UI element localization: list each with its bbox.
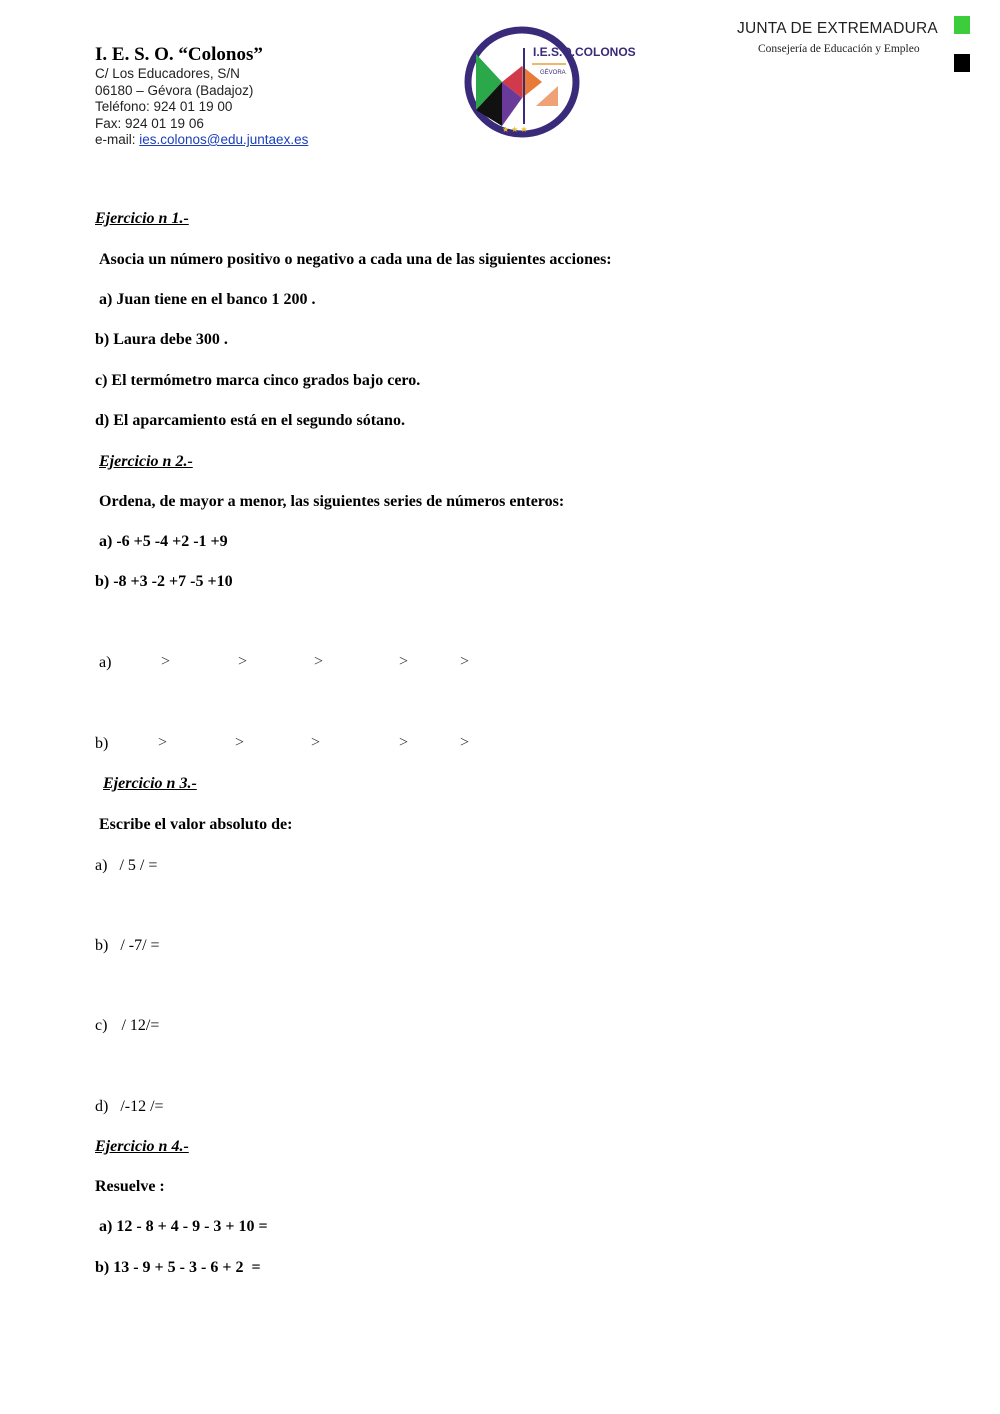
junta-title: JUNTA DE EXTREMADURA bbox=[737, 20, 938, 37]
ex3-item-a-expr: / 5 / = bbox=[119, 857, 158, 874]
green-square bbox=[954, 16, 970, 34]
address-line-1: C/ Los Educadores, S/N bbox=[95, 66, 240, 81]
ex2-answer-a-gt-1: > bbox=[161, 653, 171, 670]
ex3-item-c-label: c) bbox=[95, 1017, 108, 1034]
ex2-answer-b-gt-4: > bbox=[399, 734, 409, 751]
school-logo bbox=[462, 26, 636, 138]
ex1-item-d: d) El aparcamiento está en el segundo sótano. bbox=[95, 412, 405, 429]
ex2-answer-b-gt-5: > bbox=[460, 734, 470, 751]
ex2-answer-a-gt-3: > bbox=[314, 653, 324, 670]
ex1-item-c: c) El termómetro marca cinco grados bajo cero. bbox=[95, 372, 421, 389]
logo-subtext: GÉVORA bbox=[540, 70, 566, 76]
svg-text:★ ★ ★: ★ ★ ★ bbox=[502, 125, 528, 134]
ex3-heading: Ejercicio n 3.- bbox=[103, 775, 197, 792]
ex3-item-b-expr: / -7/ = bbox=[120, 937, 160, 954]
logo-text: I.E.S.O.COLONOS bbox=[533, 45, 636, 59]
ex3-item-d bbox=[95, 1098, 164, 1116]
ex2-prompt: Ordena, de mayor a menor, las siguientes series de números enteros: bbox=[99, 493, 565, 510]
ex3-item-a bbox=[95, 857, 157, 875]
ex3-item-b bbox=[95, 937, 160, 955]
fax: Fax: 924 01 19 06 bbox=[95, 116, 204, 131]
ex3-item-d-label: d) bbox=[95, 1098, 109, 1115]
ex2-answer-b-gt-3: > bbox=[311, 734, 321, 751]
ex1-item-b: b) Laura debe 300 . bbox=[95, 331, 228, 348]
ex1-prompt: Asocia un número positivo o negativo a cada una de las siguientes acciones: bbox=[99, 251, 612, 268]
phone: Teléfono: 924 01 19 00 bbox=[95, 99, 233, 114]
address-line-2: 06180 – Gévora (Badajoz) bbox=[95, 83, 254, 98]
ex2-heading: Ejercicio n 2.- bbox=[99, 453, 193, 470]
ex1-item-a: a) Juan tiene en el banco 1 200 . bbox=[99, 291, 316, 308]
email-link[interactable]: ies.colonos@edu.juntaex.es bbox=[139, 132, 309, 147]
email-label: e-mail: bbox=[95, 132, 140, 147]
ex3-item-b-label: b) bbox=[95, 937, 109, 954]
ex4-prompt: Resuelve : bbox=[95, 1178, 165, 1195]
ex2-answer-a-gt-4: > bbox=[399, 653, 409, 670]
consejeria: Consejería de Educación y Empleo bbox=[758, 43, 920, 55]
ex2-answer-a-gt-5: > bbox=[460, 653, 470, 670]
ex4-item-b: b) 13 - 9 + 5 - 3 - 6 + 2 = bbox=[95, 1259, 261, 1276]
email-line bbox=[95, 132, 308, 147]
ex3-item-d-expr: /-12 /= bbox=[120, 1098, 164, 1115]
black-square bbox=[954, 54, 970, 72]
ex2-series-b: b) -8 +3 -2 +7 -5 +10 bbox=[95, 573, 233, 590]
ex2-answer-a-gt-2: > bbox=[238, 653, 248, 670]
ex4-item-a: a) 12 - 8 + 4 - 9 - 3 + 10 = bbox=[99, 1218, 268, 1235]
ex2-series-a: a) -6 +5 -4 +2 -1 +9 bbox=[99, 533, 228, 550]
ex1-heading: Ejercicio n 1.- bbox=[95, 210, 189, 227]
ex3-prompt: Escribe el valor absoluto de: bbox=[99, 816, 293, 833]
ex3-item-c bbox=[95, 1017, 159, 1035]
ex4-heading: Ejercicio n 4.- bbox=[95, 1138, 189, 1155]
ex3-item-a-label: a) bbox=[95, 857, 108, 874]
ex2-answer-b-gt-2: > bbox=[235, 734, 245, 751]
ex2-answer-b-label: b) bbox=[95, 735, 109, 752]
school-name: I. E. S. O. “Colonos” bbox=[95, 44, 263, 65]
ex2-answer-a-label: a) bbox=[99, 654, 112, 671]
ex3-item-c-expr: / 12/= bbox=[121, 1017, 160, 1034]
ex2-answer-b-gt-1: > bbox=[158, 734, 168, 751]
